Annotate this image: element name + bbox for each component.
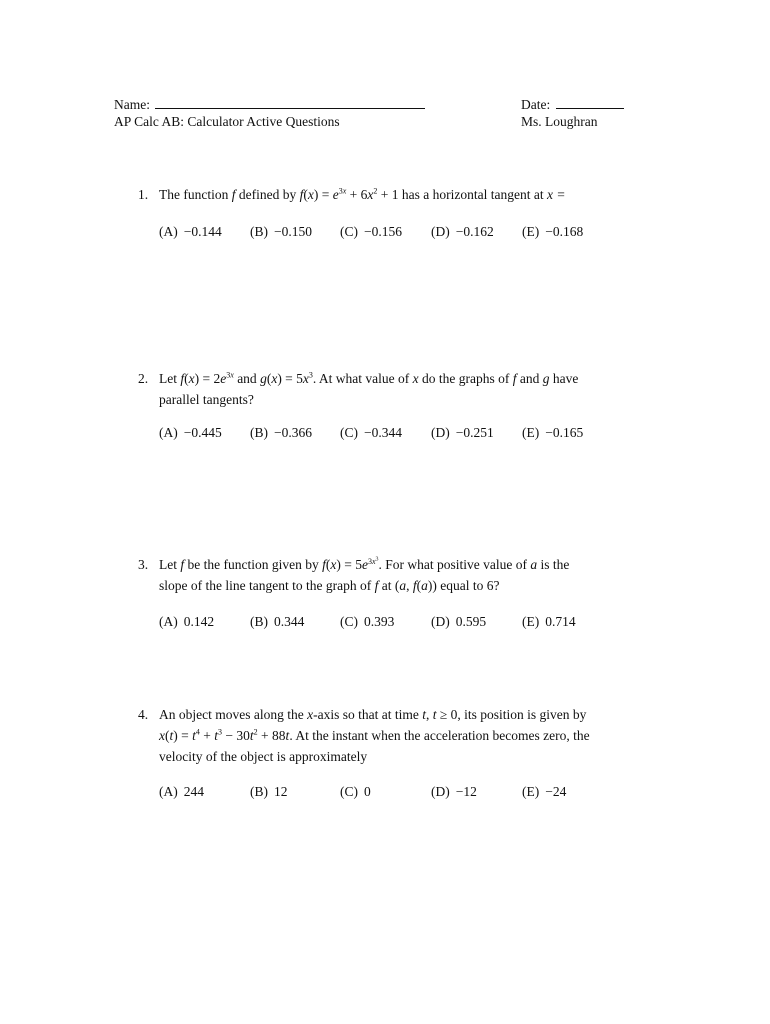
choices-q2 [159,425,719,445]
question-number: 2. [138,371,149,386]
choice-c [340,614,394,630]
question-text-cont: parallel tangents? [159,392,254,407]
choice-letter: (C) [340,425,358,440]
choice-value: 0 [364,784,371,799]
choices-q4 [159,784,719,804]
formula: f [299,187,304,202]
choice-c [340,784,371,800]
name-line [114,96,425,113]
choices-q3 [159,614,719,634]
choice-value: 0.714 [545,614,576,629]
date-line [521,96,624,113]
course-title: AP Calc AB: Calculator Active Questions [114,114,340,129]
choice-value: −12 [455,784,477,799]
choice-value: 0.595 [455,614,487,629]
question-number: 3. [138,557,149,572]
choice-letter: (A) [159,614,178,629]
choice-value: −0.156 [364,224,402,239]
choice-letter: (D) [431,224,450,239]
choice-letter: (C) [340,614,358,629]
date-label: Date: [521,97,551,112]
choice-value: 0.393 [364,614,395,629]
choice-value: −0.168 [545,224,584,239]
question-text: Let f be the function given by $f(x) = 5e^{3x^3}$. For what positive value of a is the [159,555,570,572]
choice-letter: (D) [431,614,450,629]
question-text: Let $f(x) = 2e^{3x}$ and $g(x) = 5x^3$. At what value of x do the graphs of f and g have [159,370,579,386]
choice-value: −0.366 [274,425,312,440]
question-3 [138,554,668,596]
choice-letter: (C) [340,784,358,799]
choice-value: 244 [183,784,204,799]
choice-d [431,224,494,240]
choice-letter: (D) [431,784,450,799]
choice-e [522,614,576,630]
choice-letter: (A) [159,425,178,440]
choice-d [431,784,477,800]
question-text-cont: slope of the line tangent to the graph of f at (a, f(a)) equal to 6? [159,578,500,593]
choice-e [522,784,566,800]
date-blank [556,96,624,109]
choice-value: 12 [274,784,288,799]
choice-letter: (C) [340,224,358,239]
choice-c [340,224,402,240]
choice-value: −0.344 [364,425,402,440]
choice-value: −0.144 [183,224,222,239]
choice-b [250,224,312,240]
question-number: 4. [138,707,149,722]
choice-value: −0.445 [183,425,222,440]
choice-value: 0.142 [183,614,215,629]
choice-a [159,784,204,800]
choice-d [431,614,486,630]
choice-b [250,614,304,630]
choice-letter: (E) [522,425,540,440]
teacher-name: Ms. Loughran [521,114,598,129]
name-blank [155,96,425,109]
choice-letter: (A) [159,784,178,799]
choice-letter: (B) [250,224,268,239]
choice-value: −0.162 [455,224,494,239]
question-number: 1. [138,187,149,202]
choice-d [431,425,494,441]
choice-e [522,425,583,441]
choice-letter: (E) [522,614,540,629]
question-text-cont: $x(t) = t^4 + t^3 - 30t^2 + 88t$. At the instant when the acceleration becomes zero, the [159,727,590,743]
name-label: Name: [114,97,150,112]
choice-letter: (A) [159,224,178,239]
choice-letter: (E) [522,784,540,799]
choice-a [159,614,214,630]
choice-a [159,224,222,240]
question-text: An object moves along the x-axis so that at time t, t ≥ 0, its position is given by [159,707,587,722]
choice-letter: (E) [522,224,540,239]
choice-b [250,784,288,800]
choice-c [340,425,402,441]
choice-letter: (B) [250,784,268,799]
choice-value: −0.150 [274,224,312,239]
choice-letter: (B) [250,614,268,629]
choice-a [159,425,222,441]
choice-value: −24 [545,784,567,799]
choice-letter: (D) [431,425,450,440]
choice-value: 0.344 [274,614,305,629]
choice-b [250,425,312,441]
choices-q1 [159,224,719,244]
choice-value: −0.165 [545,425,584,440]
question-text-cont: velocity of the object is approximately [159,749,368,764]
question-text: The function f defined by $f(x) = e^{3x} + 6x^2 + 1$ has a horizontal tangent at x = [159,186,566,202]
question-2 [138,368,668,410]
choice-e [522,224,583,240]
question-1 [138,184,668,205]
choice-letter: (B) [250,425,268,440]
choice-value: −0.251 [455,425,494,440]
question-4 [138,704,668,767]
